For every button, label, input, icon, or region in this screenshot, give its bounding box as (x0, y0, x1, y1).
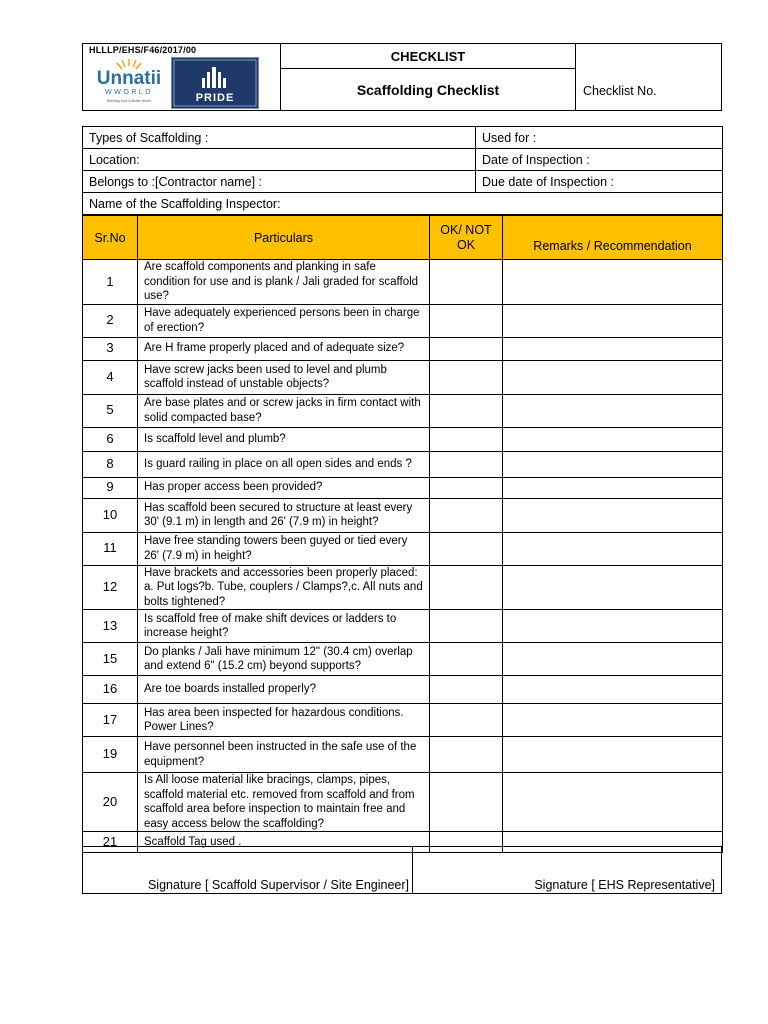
table-header-row (83, 216, 723, 260)
serial-number-cell: 19 (83, 737, 138, 773)
table-row (83, 394, 723, 427)
inspector-name-field[interactable]: Name of the Scaffolding Inspector: (83, 193, 723, 215)
particulars-cell: Is guard railing in place on all open sides and ends ? (138, 451, 430, 477)
ok-status-cell[interactable] (430, 427, 503, 451)
remarks-cell[interactable] (503, 337, 723, 360)
table-row (83, 676, 723, 704)
ok-status-cell[interactable] (430, 498, 503, 532)
table-row (83, 532, 723, 565)
serial-number-cell: 1 (83, 260, 138, 305)
pride-logo (171, 57, 259, 109)
remarks-cell[interactable] (503, 304, 723, 337)
table-row (83, 643, 723, 676)
table-row (83, 337, 723, 360)
column-header-srno: Sr.No (83, 216, 138, 260)
ok-status-cell[interactable] (430, 394, 503, 427)
serial-number-cell: 10 (83, 498, 138, 532)
serial-number-cell: 5 (83, 394, 138, 427)
serial-number-cell: 16 (83, 676, 138, 704)
serial-number-cell: 17 (83, 704, 138, 737)
remarks-cell[interactable] (503, 773, 723, 832)
svg-text:PRIDE: PRIDE (195, 92, 235, 104)
particulars-cell: Are H frame properly placed and of adequate size? (138, 337, 430, 360)
remarks-cell[interactable] (503, 260, 723, 305)
unnatii-logo (89, 56, 169, 108)
table-row (83, 737, 723, 773)
table-row (83, 773, 723, 832)
serial-number-cell: 13 (83, 610, 138, 643)
remarks-cell[interactable] (503, 427, 723, 451)
remarks-cell[interactable] (503, 394, 723, 427)
particulars-cell: Has proper access been provided? (138, 477, 430, 498)
table-row (83, 610, 723, 643)
ok-status-cell[interactable] (430, 260, 503, 305)
remarks-cell[interactable] (503, 498, 723, 532)
table-row (83, 451, 723, 477)
serial-number-cell: 15 (83, 643, 138, 676)
particulars-cell: Are base plates and or screw jacks in firm contact with solid compacted base? (138, 394, 430, 427)
table-row (83, 260, 723, 305)
particulars-cell: Scaffold Tag used . (138, 832, 430, 853)
particulars-cell: Are toe boards installed properly? (138, 676, 430, 704)
remarks-cell[interactable] (503, 451, 723, 477)
particulars-cell: Is scaffold free of make shift devices or ladders to increase height? (138, 610, 430, 643)
table-row (83, 477, 723, 498)
particulars-cell: Have screw jacks been used to level and plumb scaffold instead of unstable objects? (138, 360, 430, 394)
ok-status-cell[interactable] (430, 360, 503, 394)
header-label: CHECKLIST (390, 49, 466, 64)
ehs-signature[interactable]: Signature [ EHS Representative] (534, 878, 715, 892)
remarks-cell[interactable] (503, 737, 723, 773)
svg-text:Building Your A Better World: Building Your A Better World (107, 99, 151, 103)
remarks-cell[interactable] (503, 643, 723, 676)
ok-status-cell[interactable] (430, 737, 503, 773)
column-header-remarks: Remarks / Recommendation (503, 216, 723, 260)
serial-number-cell: 4 (83, 360, 138, 394)
ok-status-cell[interactable] (430, 773, 503, 832)
inspection-info-table (82, 126, 723, 215)
remarks-cell[interactable] (503, 360, 723, 394)
ok-status-cell[interactable] (430, 337, 503, 360)
document-header (82, 43, 722, 111)
particulars-cell: Has area been inspected for hazardous conditions. Power Lines? (138, 704, 430, 737)
table-row (83, 565, 723, 610)
ok-status-cell[interactable] (430, 304, 503, 337)
column-header-ok: OK/ NOT OK (430, 216, 503, 260)
ok-status-cell[interactable] (430, 676, 503, 704)
serial-number-cell: 12 (83, 565, 138, 610)
header-divider (575, 44, 576, 110)
particulars-cell: Are scaffold components and planking in safe condition for use and is plank / Jali graded for scaffold use? (138, 260, 430, 305)
checklist-number-label: Checklist No. (583, 84, 657, 98)
remarks-cell[interactable] (503, 565, 723, 610)
location-field[interactable]: Location: (83, 149, 476, 171)
serial-number-cell: 21 (83, 832, 138, 853)
table-row (83, 704, 723, 737)
ok-status-cell[interactable] (430, 532, 503, 565)
serial-number-cell: 3 (83, 337, 138, 360)
checklist-table (82, 215, 723, 853)
column-header-particulars: Particulars (138, 216, 430, 260)
serial-number-cell: 6 (83, 427, 138, 451)
particulars-cell: Have personnel been instructed in the safe use of the equipment? (138, 737, 430, 773)
svg-text:WWORLD: WWORLD (105, 89, 153, 96)
remarks-cell[interactable] (503, 532, 723, 565)
remarks-cell[interactable] (503, 676, 723, 704)
signature-block (82, 846, 722, 894)
remarks-cell[interactable] (503, 704, 723, 737)
table-row (83, 304, 723, 337)
signature-divider (412, 847, 413, 893)
ok-status-cell[interactable] (430, 451, 503, 477)
page-title: Scaffolding Checklist (356, 82, 500, 98)
ok-status-cell[interactable] (430, 610, 503, 643)
document-code: HLLLP/EHS/F46/2017/00 (89, 45, 197, 55)
used-for-field[interactable]: Used for : (476, 127, 723, 149)
remarks-cell[interactable] (503, 477, 723, 498)
table-row (83, 498, 723, 532)
serial-number-cell: 9 (83, 477, 138, 498)
serial-number-cell: 20 (83, 773, 138, 832)
serial-number-cell: 8 (83, 451, 138, 477)
particulars-cell: Do planks / Jali have minimum 12" (30.4 cm) overlap and extend 6" (15.2 cm) beyond supports? (138, 643, 430, 676)
particulars-cell: Have free standing towers been guyed or tied every 26' (7.9 m) in height? (138, 532, 430, 565)
inspection-date-field[interactable]: Date of Inspection : (476, 149, 723, 171)
ok-status-cell[interactable] (430, 565, 503, 610)
ok-status-cell[interactable] (430, 477, 503, 498)
particulars-cell: Have brackets and accessories been properly placed: a. Put logs?b. Tube, couplers / Clamps?,c. All nuts and bolts tightened? (138, 565, 430, 610)
particulars-cell: Is scaffold level and plumb? (138, 427, 430, 451)
ok-status-cell[interactable] (430, 643, 503, 676)
serial-number-cell: 11 (83, 532, 138, 565)
due-date-field[interactable]: Due date of Inspection : (476, 171, 723, 193)
scaffolding-type-field[interactable]: Types of Scaffolding : (83, 127, 476, 149)
supervisor-signature[interactable]: Signature [ Scaffold Supervisor / Site Engineer] (147, 878, 409, 892)
table-row (83, 360, 723, 394)
table-row (83, 427, 723, 451)
particulars-cell: Have adequately experienced persons been in charge of erection? (138, 304, 430, 337)
particulars-cell: Has scaffold been secured to structure at least every 30' (9.1 m) in length and 26' (7.9 m) in height? (138, 498, 430, 532)
serial-number-cell: 2 (83, 304, 138, 337)
remarks-cell[interactable] (503, 610, 723, 643)
particulars-cell: Is All loose material like bracings, clamps, pipes, scaffold material etc. removed from scaffold and from scaffold area before inspection to maintain free and easy access below the scaffolding? (138, 773, 430, 832)
contractor-field[interactable]: Belongs to :[Contractor name] : (83, 171, 476, 193)
svg-text:Unnatii: Unnatii (96, 68, 162, 89)
ok-status-cell[interactable] (430, 704, 503, 737)
